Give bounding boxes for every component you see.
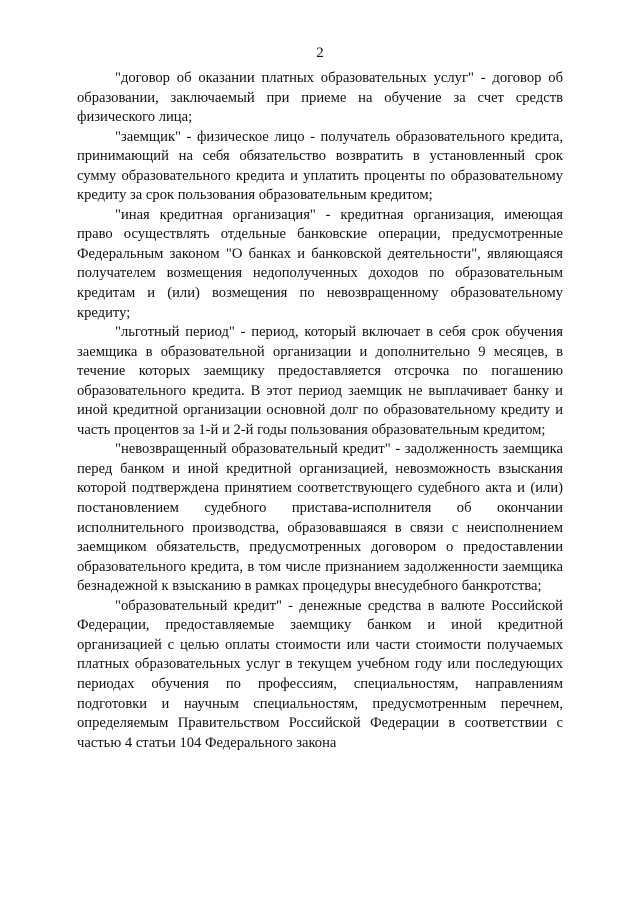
document-body: [77, 69, 563, 753]
definition-paragraph-borrower: "заемщик" - физическое лицо - получатель образовательного кредита, принимающий на себя обязательство возвратить в установленный срок сумму образовательного кредита и уплатить проценты по образовательному кредиту за срок пользования образовательным кредитом;: [77, 128, 563, 204]
definition-paragraph-educational-credit: "образовательный кредит" - денежные средства в валюте Российской Федерации, предоставляемые заемщику банком и иной кредитной организацией с целью оплаты стоимости или части стоимости получаемых платных образовательных услуг в текущем учебном году или последующих периодах обучения по профессиям, специальностям, направлениям подготовки и научным специальностям, предусмотренным перечнем, определяемым Правительством Российской Федерации в соответствии с частью 4 статьи 104 Федерального закона: [77, 597, 563, 751]
definition-paragraph-grace-period: "льготный период" - период, который включает в себя срок обучения заемщика в образовательной организации и дополнительно 9 месяцев, в течение которых заемщику предоставляется отсрочка по погашению образовательного кредита. В этот период заемщик не выплачивает банку и иной кредитной организации основной долг по образовательному кредиту и часть процентов за 1-й и 2-й годы пользования образовательным кредитом;: [77, 324, 563, 438]
definition-paragraph-unreturned-credit: "невозвращенный образовательный кредит" - задолженность заемщика перед банком и иной кредитной организацией, невозможность взыскания которой подтверждена принятием соответствующего судебного акта и (или) постановлением судебного пристава-исполнителя об окончании исполнительного производства, образовавшаяся в связи с неисполнением заемщиком обязательств, предусмотренных договором о предоставлении образовательного кредита, в том числе признанием задолженности заемщика безнадежной к взысканию в рамках процедуры внесудебного банкротства;: [77, 441, 563, 595]
definition-paragraph-contract: "договор об оказании платных образовательных услуг" - договор об образовании, заключаемый при приеме на обучение за счет средств физического лица;: [77, 70, 563, 126]
page-number: 2: [316, 45, 324, 61]
definition-paragraph-other-credit-organization: "иная кредитная организация" - кредитная организация, имеющая право осуществлять отдельные банковские операции, предусмотренные Федеральным законом "О банках и банковской деятельности", являющаяся получателем возмещения недополученных доходов по образовательным кредитам и (или) возмещения по невозвращенному образовательному кредиту;: [77, 206, 563, 321]
